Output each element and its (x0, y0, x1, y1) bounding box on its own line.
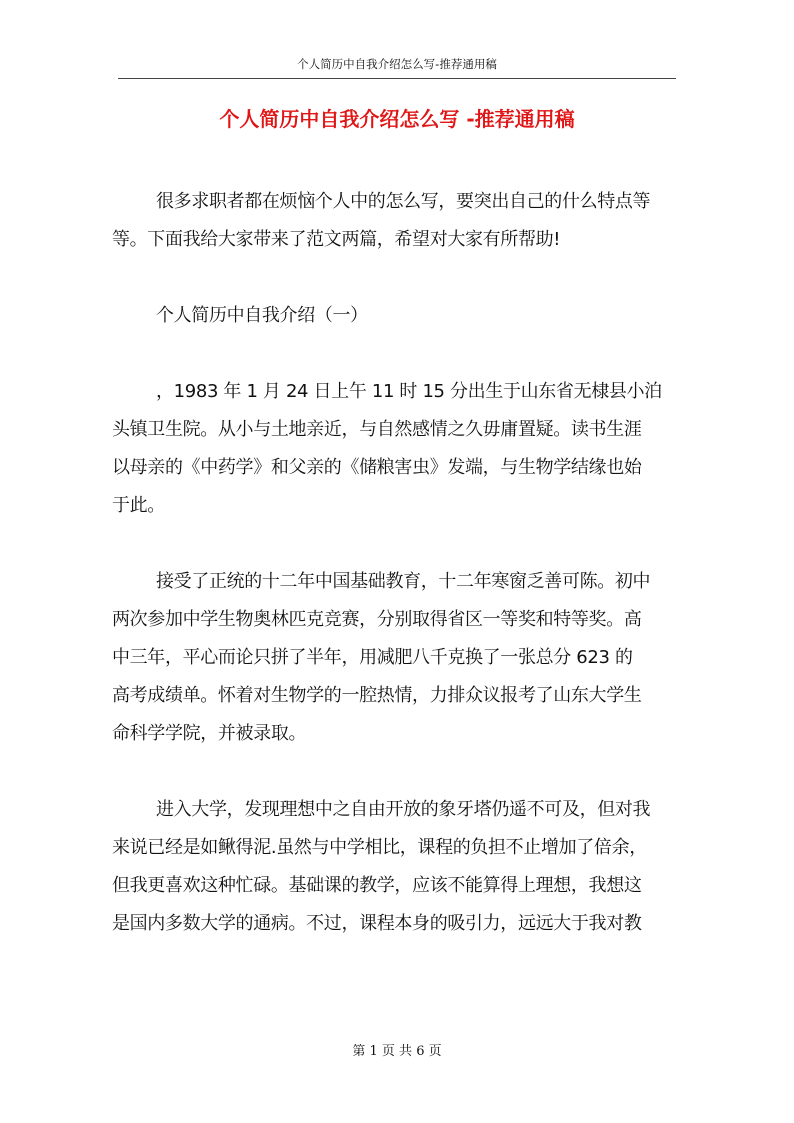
paragraph-intro (112, 183, 684, 259)
text-line: 进入大学，发现理想中之自由开放的象牙塔仍遥不可及，但对我 (156, 799, 651, 820)
section-heading-text: 个人简历中自我介绍（一） (156, 305, 368, 326)
text-line: 命科学学院，并被录取。 (112, 723, 307, 744)
text-line: 于此。 (112, 495, 165, 516)
document-title: 个人简历中自我介绍怎么写 -推荐通用稿 (219, 107, 575, 131)
text-line: 头镇卫生院。从小与土地亲近，与自然感情之久毋庸置疑。读书生涯 (112, 419, 642, 440)
header-rule (118, 78, 676, 79)
paragraph-birth (112, 373, 684, 525)
paragraph-university (112, 791, 684, 943)
text-line: 高考成绩单。怀着对生物学的一腔热情，力排众议报考了山东大学生 (112, 685, 642, 706)
text-line: ，1983 年 1 月 24 日上午 11 时 15 分出生于山东省无棣县小泊 (156, 381, 662, 402)
text-line: 接受了正统的十二年中国基础教育，十二年寒窗乏善可陈。初中 (156, 571, 651, 592)
text-line: 以母亲的《中药学》和父亲的《储粮害虫》发端，与生物学结缘也始 (112, 457, 642, 478)
text-line: 两次参加中学生物奥林匹克竞赛，分别取得省区一等奖和特等奖。高 (112, 609, 642, 630)
text-line: 来说已经是如鳅得泥.虽然与中学相比，课程的负担不止增加了倍余， (112, 837, 647, 858)
paragraph-education (112, 563, 684, 753)
text-line: 很多求职者都在烦恼个人中的怎么写，要突出自己的什么特点等 (156, 191, 651, 212)
text-line: 是国内多数大学的通病。不过，课程本身的吸引力，远远大于我对教 (112, 913, 642, 934)
page-number: 第 1 页 共 6 页 (352, 1044, 442, 1059)
text-line: 等。下面我给大家带来了范文两篇，希望对大家有所帮助! (112, 229, 561, 250)
running-header: 个人简历中自我介绍怎么写-推荐通用稿 (297, 57, 497, 71)
text-line: 中三年，平心而论只拼了半年，用减肥八千克换了一张总分 623 的 (112, 647, 633, 668)
document-body (112, 183, 684, 943)
text-line: 但我更喜欢这种忙碌。基础课的教学，应该不能算得上理想，我想这 (112, 875, 642, 896)
section-heading (112, 297, 684, 335)
